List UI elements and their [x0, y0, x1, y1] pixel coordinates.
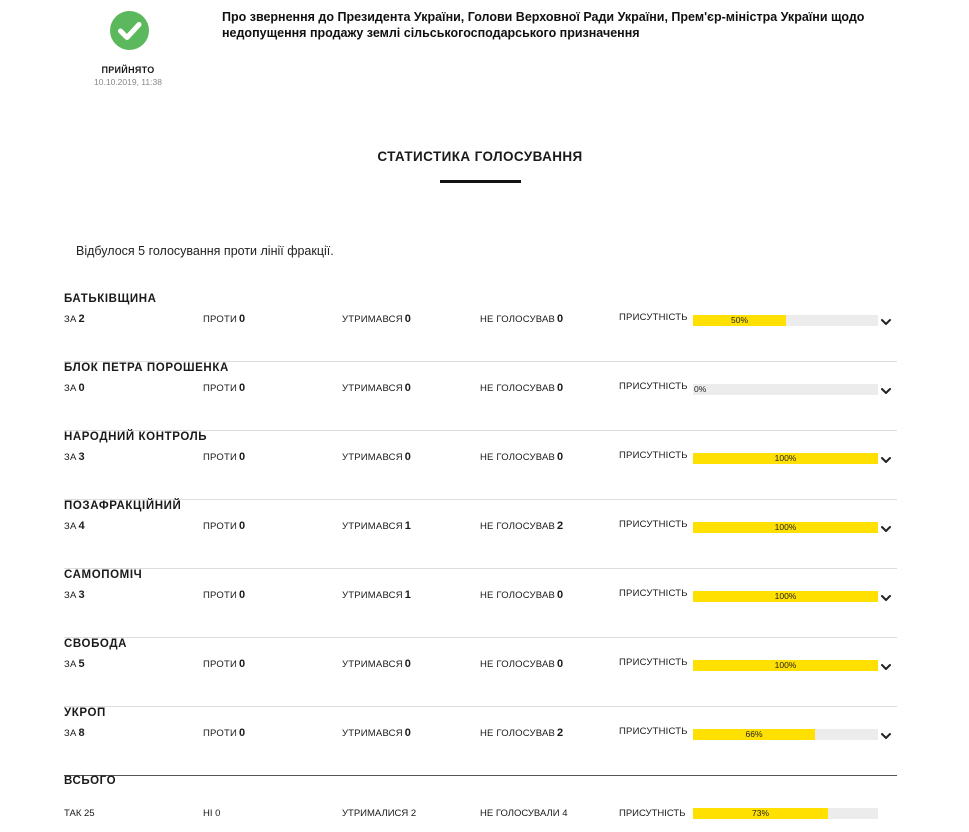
stat-abstain-value: 1 [404, 520, 411, 532]
stat-abstain-label: УТРИМАВСЯ [342, 521, 403, 532]
stat-novote-label: НЕ ГОЛОСУВАВ [480, 728, 556, 739]
stat-abstain [342, 727, 411, 739]
chevron-down-icon[interactable] [880, 729, 892, 741]
faction-name: САМОПОМІЧ [64, 569, 143, 581]
presence-bar-text: 100% [774, 522, 797, 532]
stat-abstain [342, 658, 411, 670]
stat-against [203, 313, 245, 325]
section-title: СТАТИСТИКА ГОЛОСУВАННЯ [377, 149, 583, 164]
stat-for [64, 589, 85, 601]
stat-for-value: 4 [78, 520, 85, 532]
faction-name: БЛОК ПЕТРА ПОРОШЕНКА [64, 362, 229, 374]
faction-name: СВОБОДА [64, 638, 128, 650]
presence-label: ПРИСУТНІСТЬ [619, 381, 688, 392]
stat-novote-label: НЕ ГОЛОСУВАВ [480, 314, 556, 325]
stat-novote-label: НЕ ГОЛОСУВАВ [480, 452, 556, 463]
stat-for-value: 0 [78, 382, 85, 394]
stat-novote [480, 451, 563, 463]
section-underline [440, 180, 521, 183]
stat-abstain-value: 0 [404, 313, 411, 325]
stat-novote [480, 382, 563, 394]
chevron-down-icon[interactable] [880, 591, 892, 603]
presence-bar [693, 591, 878, 602]
presence-bar [693, 522, 878, 533]
stat-for [64, 313, 85, 325]
faction-row[interactable] [64, 707, 897, 776]
presence-label: ПРИСУТНІСТЬ [619, 519, 688, 530]
presence-label: ПРИСУТНІСТЬ [619, 657, 688, 668]
stat-for [64, 520, 85, 532]
stat-for-value: 2 [78, 313, 85, 325]
stat-novote-value: 0 [557, 313, 564, 325]
chevron-down-icon[interactable] [880, 660, 892, 672]
total-novote: НЕ ГОЛОСУВАЛИ 4 [480, 808, 568, 819]
stat-abstain-label: УТРИМАВСЯ [342, 452, 403, 463]
stat-novote-value: 2 [557, 727, 564, 739]
stat-novote [480, 313, 563, 325]
status-label: ПРИЙНЯТО [101, 65, 155, 75]
stat-for-label: ЗА [64, 728, 77, 739]
stat-abstain-value: 1 [404, 589, 411, 601]
stat-against [203, 520, 245, 532]
stat-abstain-value: 0 [404, 658, 411, 670]
stat-against-value: 0 [238, 520, 246, 532]
presence-bar [693, 660, 878, 671]
total-row [64, 775, 897, 832]
stat-abstain [342, 589, 411, 601]
total-against: НІ 0 [203, 808, 221, 819]
stat-against-label: ПРОТИ [203, 452, 237, 463]
stat-abstain-value: 0 [404, 727, 411, 739]
stat-novote-value: 2 [557, 520, 564, 532]
stat-abstain-label: УТРИМАВСЯ [342, 728, 403, 739]
faction-name: БАТЬКІВЩИНА [64, 293, 157, 305]
stat-for [64, 451, 85, 463]
stat-abstain-label: УТРИМАВСЯ [342, 314, 403, 325]
faction-name: ПОЗАФРАКЦІЙНИЙ [64, 500, 182, 512]
stat-novote-label: НЕ ГОЛОСУВАВ [480, 383, 556, 394]
stat-abstain-label: УТРИМАВСЯ [342, 659, 403, 670]
stat-novote-label: НЕ ГОЛОСУВАВ [480, 659, 556, 670]
stat-for [64, 382, 85, 394]
stat-against-value: 0 [238, 727, 246, 739]
stat-against [203, 589, 245, 601]
stat-against-label: ПРОТИ [203, 314, 237, 325]
presence-label: ПРИСУТНІСТЬ [619, 312, 688, 323]
presence-bar-text: 66% [745, 729, 763, 739]
check-circle-icon [110, 11, 149, 50]
faction-row[interactable] [64, 638, 897, 707]
stat-against-value: 0 [238, 313, 246, 325]
stat-against [203, 451, 245, 463]
presence-bar [693, 315, 878, 326]
stat-for-label: ЗА [64, 590, 77, 601]
stat-for-value: 3 [78, 589, 85, 601]
stat-novote [480, 520, 563, 532]
stat-for-value: 8 [78, 727, 85, 739]
stat-for [64, 658, 85, 670]
stat-against [203, 658, 245, 670]
stat-against-value: 0 [238, 451, 246, 463]
total-presence-label: ПРИСУТНІСТЬ [619, 808, 686, 819]
stat-against-value: 0 [238, 382, 246, 394]
stat-against-label: ПРОТИ [203, 590, 237, 601]
stat-novote [480, 589, 563, 601]
chevron-down-icon[interactable] [880, 315, 892, 327]
stat-against-value: 0 [238, 589, 246, 601]
status-date: 10.10.2019, 11:38 [94, 77, 162, 87]
stat-novote [480, 658, 563, 670]
stat-novote-value: 0 [557, 658, 564, 670]
faction-name: УКРОП [64, 707, 106, 719]
stat-novote-value: 0 [557, 589, 564, 601]
presence-bar [693, 384, 878, 395]
stat-for [64, 727, 85, 739]
presence-bar-text: 50% [730, 315, 748, 325]
stat-for-label: ЗА [64, 314, 77, 325]
stat-novote-label: НЕ ГОЛОСУВАВ [480, 590, 556, 601]
presence-bar-text: 100% [774, 660, 797, 670]
stat-novote-value: 0 [557, 382, 564, 394]
total-presence-bar [693, 808, 878, 819]
presence-label: ПРИСУТНІСТЬ [619, 450, 688, 461]
decision-title: Про звернення до Президента України, Голови Верховної Ради України, Прем'єр-міністра України щодо недопущення продажу землі сільськогосподарського призначення [222, 10, 865, 40]
presence-bar-text: 100% [774, 591, 797, 601]
total-name: ВСЬОГО [64, 775, 117, 787]
stat-for-label: ЗА [64, 659, 77, 670]
stat-abstain [342, 313, 411, 325]
stat-against-label: ПРОТИ [203, 659, 237, 670]
presence-label: ПРИСУТНІСТЬ [619, 588, 688, 599]
faction-row[interactable] [64, 431, 897, 500]
presence-label: ПРИСУТНІСТЬ [619, 726, 688, 737]
chevron-down-icon[interactable] [880, 453, 892, 465]
stat-against-label: ПРОТИ [203, 521, 237, 532]
stat-abstain-label: УТРИМАВСЯ [342, 590, 403, 601]
presence-bar-text: 100% [774, 453, 797, 463]
faction-row[interactable] [64, 362, 897, 431]
chevron-down-icon[interactable] [880, 522, 892, 534]
stat-abstain-label: УТРИМАВСЯ [342, 383, 403, 394]
faction-row[interactable] [64, 293, 897, 362]
stat-novote-value: 0 [557, 451, 564, 463]
stat-against-value: 0 [238, 658, 246, 670]
faction-row[interactable] [64, 569, 897, 638]
stat-for-value: 3 [78, 451, 85, 463]
stat-novote-label: НЕ ГОЛОСУВАВ [480, 521, 556, 532]
faction-name: НАРОДНИЙ КОНТРОЛЬ [64, 431, 208, 443]
presence-bar [693, 453, 878, 464]
stat-for-value: 5 [78, 658, 85, 670]
presence-bar-text: 73% [751, 808, 769, 818]
total-abstain: УТРИМАЛИСЯ 2 [342, 808, 417, 819]
stat-against-label: ПРОТИ [203, 728, 237, 739]
stat-for-label: ЗА [64, 521, 77, 532]
stat-against [203, 382, 245, 394]
summary-text: Відбулося 5 голосування проти лінії фракції. [76, 244, 334, 258]
stat-abstain-value: 0 [404, 382, 411, 394]
stat-for-label: ЗА [64, 452, 77, 463]
stat-abstain [342, 520, 411, 532]
stat-abstain-value: 0 [404, 451, 411, 463]
total-for: ТАК 25 [64, 808, 95, 819]
stat-novote [480, 727, 563, 739]
stat-for-label: ЗА [64, 383, 77, 394]
stat-against-label: ПРОТИ [203, 383, 237, 394]
stat-against [203, 727, 245, 739]
faction-row[interactable] [64, 500, 897, 569]
presence-bar-text: 0% [694, 384, 707, 394]
presence-bar [693, 729, 878, 740]
stat-abstain [342, 451, 411, 463]
chevron-down-icon[interactable] [880, 384, 892, 396]
stat-abstain [342, 382, 411, 394]
